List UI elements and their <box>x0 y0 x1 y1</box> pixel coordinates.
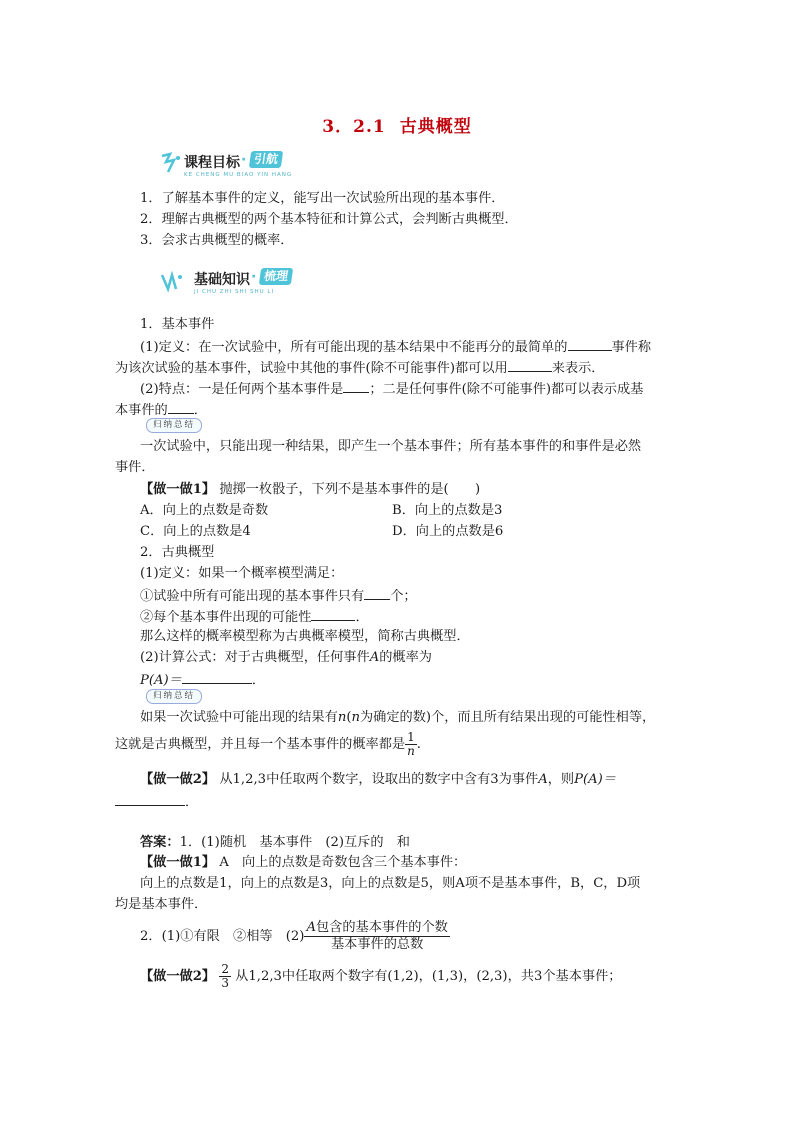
fraction: $\frac{2}{3}$ <box>221 962 229 990</box>
banner-decoration-icon <box>160 267 186 297</box>
goal-item: 3．会求古典概型的概率． <box>140 233 294 248</box>
fraction: $\frac{1}{n}$ <box>407 730 415 758</box>
paragraph-line: (1)定义：如果一个概率模型满足： <box>140 566 344 581</box>
option-b: B．向上的点数是3 <box>392 503 503 518</box>
exercise-question: 【做一做1】 抛掷一枚骰子，下列不是基本事件的是( ) <box>140 482 481 497</box>
fill-blank <box>115 791 185 806</box>
answers-label: 答案： <box>140 835 180 850</box>
fill-blank <box>568 336 612 351</box>
section-heading: 1．基本事件 <box>140 317 215 332</box>
condition-1: ①试验中所有可能出现的基本事件只有 个； <box>140 585 417 607</box>
fill-blank <box>364 585 390 600</box>
paragraph-line: (2)计算公式：对于古典概型，任何事件A的概率为 <box>140 650 432 665</box>
paragraph-line: 这就是古典概型，并且每一个基本事件的概率都是 $\frac{1}{n}$ . <box>115 730 421 758</box>
paragraph-line: (1)定义：在一次试验中，所有可能出现的基本结果中不能再分的最简单的 事件称 <box>140 336 651 358</box>
summary-badge: 归纳总结 <box>146 689 202 704</box>
course-goals-banner <box>160 150 300 180</box>
paragraph-line: 如果一次试验中可能出现的结果有n(n为确定的数)个，而且所有结果出现的可能性相等， <box>140 710 656 725</box>
answer-q1: 【做一做1】 A 向上的点数是奇数包含三个基本事件： <box>140 855 467 870</box>
paragraph-line: 本事件的 ． <box>115 399 207 421</box>
fill-blank <box>311 606 355 621</box>
banner-dot: · <box>241 152 247 168</box>
exercise-label: 【做一做2】 <box>140 772 216 787</box>
answer-blank-line: ． <box>115 791 198 813</box>
banner-pinyin: JI CHU ZHI SHI SHU LI <box>194 289 275 295</box>
page-title <box>0 112 794 137</box>
fill-blank <box>168 399 194 414</box>
fill-blank <box>182 669 252 684</box>
section-number: 3．2.1 <box>322 117 386 137</box>
banner-title: 基础知识 <box>194 272 250 288</box>
option-c: C．向上的点数是4 <box>140 524 251 539</box>
paragraph-line: 向上的点数是1，向上的点数是3，向上的点数是5，则A项不是基本事件，B，C，D项 <box>140 876 641 891</box>
section-heading: 2．古典概型 <box>140 545 215 560</box>
answer-q2: 【做一做2】 $\frac{2}{3}$ 从1,2,3中任取两个数字有(1,2)，(1,3)，(2,3)，共3个基本事件； <box>140 962 622 990</box>
banner-pinyin: KE CHENG MU BIAO YIN HANG <box>184 172 293 178</box>
option-a: A．向上的点数是奇数 <box>140 503 269 518</box>
exercise-label: 【做一做1】 <box>140 855 216 870</box>
goal-item: 2．理解古典概型的两个基本特征和计算公式，会判断古典概型． <box>140 212 518 227</box>
paragraph-line: 那么这样的概率模型称为古典概率模型，简称古典概型． <box>140 629 470 644</box>
fraction: $\frac{\text{A包含的基本事件的个数}}{\text{基本事件的总数}}$ <box>306 920 448 952</box>
fill-blank <box>343 378 369 393</box>
paragraph-line: 事件． <box>115 460 155 475</box>
paragraph-line: 为该次试验的基本事件，试验中其他的事件(除不可能事件)都可以用 来表示． <box>115 357 604 379</box>
exercise-label: 【做一做1】 <box>140 482 216 497</box>
paragraph-line: (2)特点：一是任何两个基本事件是 ；二是任何事件(除不可能事件)都可以表示成基 <box>140 378 643 400</box>
answers-line: 答案：1．(1)随机 基本事件 (2)互斥的 和 <box>140 835 410 850</box>
paragraph-line: 均是基本事件． <box>115 897 208 912</box>
fill-blank <box>508 357 552 372</box>
banner-title: 课程目标 <box>184 155 240 171</box>
banner-dot: · <box>251 269 257 285</box>
basic-knowledge-banner <box>160 267 300 297</box>
section-title: 古典概型 <box>399 117 472 137</box>
banner-tag: 梳理 <box>259 268 293 285</box>
paragraph-line: 一次试验中，只能出现一种结果，即产生一个基本事件；所有基本事件的和事件是必然 <box>140 439 642 454</box>
banner-tag: 引航 <box>249 151 283 168</box>
condition-2: ②每个基本事件出现的可能性 ． <box>140 606 369 628</box>
formula-line: P(A)＝ ． <box>140 669 265 691</box>
answer-s2: 2．(1)①有限 ②相等 (2) $\frac{\text{A包含的基本事件的个数}}{\text{基本事件的总数}}$ <box>140 920 448 952</box>
banner-decoration-icon <box>160 150 186 180</box>
goal-item: 1．了解基本事件的定义，能写出一次试验所出现的基本事件． <box>140 191 505 206</box>
option-d: D．向上的点数是6 <box>392 524 504 539</box>
summary-badge: 归纳总结 <box>146 418 202 433</box>
exercise-question: 【做一做2】 从1,2,3中任取两个数字，设取出的数字中含有3为事件A，则P(A)＝ <box>140 772 616 787</box>
exercise-label: 【做一做2】 <box>140 969 216 984</box>
